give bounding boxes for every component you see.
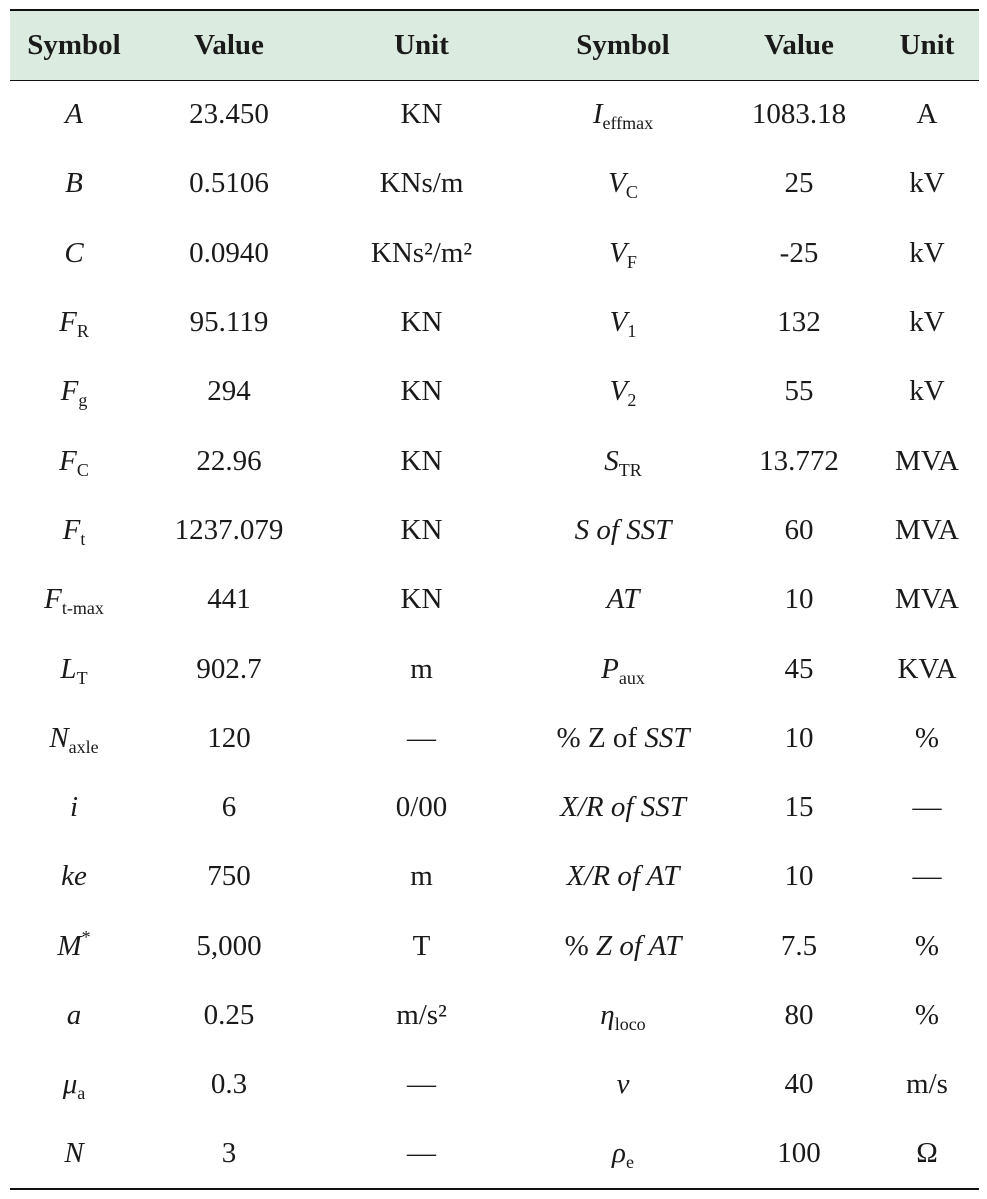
right-symbol-cell — [523, 149, 723, 218]
right-unit-cell: MVA — [895, 444, 959, 477]
right-value-cell: 1083.18 — [751, 98, 847, 131]
left-unit-cell: T — [412, 929, 431, 962]
right-symbol-cell — [523, 704, 723, 773]
table-row — [10, 288, 979, 357]
left-value-cell: 294 — [207, 375, 251, 408]
left-symbol-cell — [10, 1119, 138, 1188]
right-symbol-cell — [523, 912, 723, 981]
symbol-text: S of SST — [574, 513, 672, 546]
right-symbol-cell — [523, 634, 723, 703]
left-symbol-cell — [10, 357, 138, 426]
right-value-cell: 45 — [784, 652, 814, 685]
symbol-subscript: g — [78, 390, 88, 411]
symbol-text: μ — [62, 1068, 78, 1101]
left-unit-cell: — — [407, 1137, 436, 1170]
left-unit-cell: KN — [400, 444, 443, 477]
left-unit-cell: m — [410, 860, 433, 893]
symbol-text: V — [609, 306, 628, 339]
symbol-text: AT — [606, 583, 640, 616]
left-symbol-cell — [10, 426, 138, 495]
symbol-subscript: T — [76, 667, 88, 688]
symbol-text: F — [62, 513, 81, 546]
symbol-subscript: a — [77, 1083, 86, 1104]
left-unit-cell: KNs/m — [379, 167, 464, 200]
right-unit-cell: MVA — [895, 513, 959, 546]
symbol-text: X/R of SST — [560, 791, 686, 824]
right-unit-cell: kV — [909, 306, 945, 339]
symbol-text: i — [69, 791, 79, 824]
symbol-subscript: C — [625, 182, 638, 203]
symbol-text: M — [57, 929, 82, 962]
table-row — [10, 981, 979, 1050]
left-unit-cell: — — [407, 1068, 436, 1101]
left-value-cell: 0.25 — [203, 999, 255, 1031]
symbol-text-part: SST — [644, 721, 690, 754]
left-value-cell: 0.5106 — [189, 167, 269, 200]
right-unit-cell: A — [916, 98, 938, 131]
table-row — [10, 149, 979, 218]
symbol-superscript: * — [81, 926, 91, 947]
left-symbol-cell — [10, 288, 138, 357]
symbol-text: B — [65, 167, 83, 200]
symbol-text: a — [66, 999, 82, 1031]
header-symbol: Symbol — [576, 28, 670, 61]
right-symbol-cell — [523, 1119, 723, 1188]
left-value-cell: 23.450 — [189, 98, 269, 131]
left-unit-cell: KN — [400, 375, 443, 408]
symbol-subscript: e — [625, 1152, 634, 1173]
right-symbol-cell — [523, 288, 723, 357]
table-row — [10, 842, 979, 911]
left-value-cell: 5,000 — [196, 929, 262, 962]
symbol-text: ρ — [612, 1137, 626, 1170]
header-unit: Unit — [899, 28, 955, 61]
left-value-cell: 750 — [207, 860, 251, 893]
table-row — [10, 1119, 979, 1188]
left-symbol-cell — [10, 912, 138, 981]
symbol-text: X/R of AT — [566, 860, 680, 893]
left-unit-cell: KN — [400, 513, 443, 546]
right-value-cell: -25 — [779, 236, 819, 269]
symbol-subscript: C — [76, 459, 89, 480]
left-value-cell: 0.0940 — [189, 236, 269, 269]
right-unit-cell: m/s — [906, 1068, 948, 1101]
symbol-text-part: Z of AT — [595, 929, 682, 962]
left-unit-cell: 0/00 — [395, 791, 448, 824]
symbol-subscript: F — [626, 251, 637, 272]
right-unit-cell: % — [914, 929, 940, 962]
symbol-text: P — [601, 652, 619, 685]
header-symbol: Symbol — [27, 28, 121, 61]
left-symbol-cell — [10, 219, 138, 288]
right-symbol-cell — [523, 773, 723, 842]
symbol-subscript: 2 — [627, 390, 637, 411]
table-row — [10, 219, 979, 288]
left-symbol-cell — [10, 565, 138, 634]
right-unit-cell: Ω — [916, 1137, 938, 1170]
left-symbol-cell — [10, 704, 138, 773]
symbol-text: N — [64, 1137, 84, 1170]
right-value-cell: 60 — [784, 513, 814, 546]
right-value-cell: 13.772 — [759, 444, 839, 477]
right-symbol-cell — [523, 80, 723, 149]
left-unit-cell: — — [407, 721, 436, 754]
symbol-text: I — [592, 98, 603, 131]
right-unit-cell: KVA — [897, 652, 957, 685]
table-row — [10, 496, 979, 565]
right-value-cell: 10 — [784, 860, 814, 893]
left-symbol-cell — [10, 496, 138, 565]
table-row — [10, 773, 979, 842]
symbol-text: V — [608, 167, 626, 200]
right-value-cell: 7.5 — [780, 929, 818, 962]
left-symbol-cell — [10, 1050, 138, 1119]
header-value: Value — [194, 28, 264, 61]
symbol-subscript: t-max — [61, 598, 104, 619]
symbol-text: F — [59, 306, 77, 339]
symbol-text: F — [59, 444, 77, 477]
symbol-text: v — [616, 1068, 630, 1101]
right-symbol-cell — [523, 1050, 723, 1119]
symbol-subscript: R — [76, 321, 89, 342]
table-row — [10, 912, 979, 981]
left-unit-cell: KN — [400, 306, 443, 339]
symbol-text: F — [60, 375, 79, 408]
symbol-subscript: aux — [618, 667, 645, 688]
right-value-cell: 10 — [784, 583, 814, 616]
table-body — [10, 80, 979, 1189]
right-value-cell: 55 — [784, 375, 814, 408]
left-value-cell: 22.96 — [196, 444, 262, 477]
right-unit-cell: kV — [909, 375, 945, 408]
right-unit-cell: MVA — [895, 583, 959, 616]
left-symbol-cell — [10, 80, 138, 149]
header-value: Value — [764, 28, 834, 61]
symbol-text: η — [600, 999, 615, 1031]
left-value-cell: 3 — [221, 1137, 237, 1170]
right-unit-cell: — — [912, 791, 942, 824]
right-unit-cell: % — [914, 999, 940, 1031]
left-unit-cell: KNs²/m² — [370, 236, 473, 269]
right-unit-cell: — — [912, 860, 942, 893]
header-row — [10, 10, 979, 80]
table-row — [10, 80, 979, 149]
left-value-cell: 95.119 — [189, 306, 269, 339]
table-row — [10, 426, 979, 495]
right-value-cell: 40 — [784, 1068, 814, 1101]
left-value-cell: 0.3 — [210, 1068, 248, 1101]
right-unit-cell: % — [914, 721, 940, 754]
right-unit-cell: kV — [909, 236, 945, 269]
right-value-cell: 15 — [784, 791, 814, 824]
symbol-subscript: effmax — [602, 113, 654, 134]
right-value-cell: 25 — [784, 167, 814, 200]
left-unit-cell: KN — [400, 583, 443, 616]
left-symbol-cell — [10, 634, 138, 703]
symbol-subscript: TR — [618, 459, 642, 480]
left-symbol-cell — [10, 773, 138, 842]
table-row — [10, 634, 979, 703]
right-unit-cell: kV — [909, 167, 945, 200]
symbol-text — [557, 722, 690, 754]
symbol-text: V — [609, 236, 627, 269]
symbol-text-part: % — [564, 929, 596, 962]
table-row — [10, 357, 979, 426]
left-symbol-cell — [10, 981, 138, 1050]
right-symbol-cell — [523, 565, 723, 634]
symbol-subscript: loco — [614, 1014, 646, 1034]
parameter-table — [10, 9, 979, 1190]
right-symbol-cell — [523, 426, 723, 495]
symbol-text-part: % Z of — [556, 721, 645, 754]
symbol-text: A — [65, 98, 83, 131]
table-row — [10, 1050, 979, 1119]
left-symbol-cell — [10, 149, 138, 218]
left-unit-cell: KN — [400, 98, 443, 131]
symbol-text: S — [604, 444, 619, 477]
header-unit: Unit — [394, 28, 449, 61]
left-symbol-cell — [10, 842, 138, 911]
right-value-cell: 132 — [777, 306, 821, 339]
right-symbol-cell — [523, 357, 723, 426]
left-value-cell: 441 — [207, 583, 251, 616]
symbol-text: ke — [61, 860, 87, 893]
left-value-cell: 902.7 — [196, 652, 262, 685]
right-symbol-cell — [523, 496, 723, 565]
table-row — [10, 565, 979, 634]
right-value-cell: 10 — [784, 721, 814, 754]
symbol-text: N — [49, 721, 69, 754]
table-row — [10, 704, 979, 773]
right-symbol-cell — [523, 219, 723, 288]
right-symbol-cell — [523, 981, 723, 1050]
symbol-text: F — [44, 583, 62, 616]
left-unit-cell: m/s² — [396, 999, 447, 1031]
symbol-text: C — [64, 236, 84, 269]
symbol-subscript: t — [80, 528, 86, 549]
symbol-subscript: axle — [68, 736, 99, 757]
symbol-text: L — [60, 652, 77, 685]
left-unit-cell: m — [410, 652, 433, 685]
left-value-cell: 120 — [207, 721, 251, 754]
right-value-cell: 80 — [784, 999, 814, 1031]
left-value-cell: 1237.079 — [174, 513, 284, 546]
symbol-text — [565, 930, 682, 962]
symbol-text: V — [609, 375, 628, 408]
right-value-cell: 100 — [777, 1137, 821, 1170]
right-symbol-cell — [523, 842, 723, 911]
left-value-cell: 6 — [221, 791, 237, 824]
symbol-subscript: 1 — [627, 321, 637, 342]
